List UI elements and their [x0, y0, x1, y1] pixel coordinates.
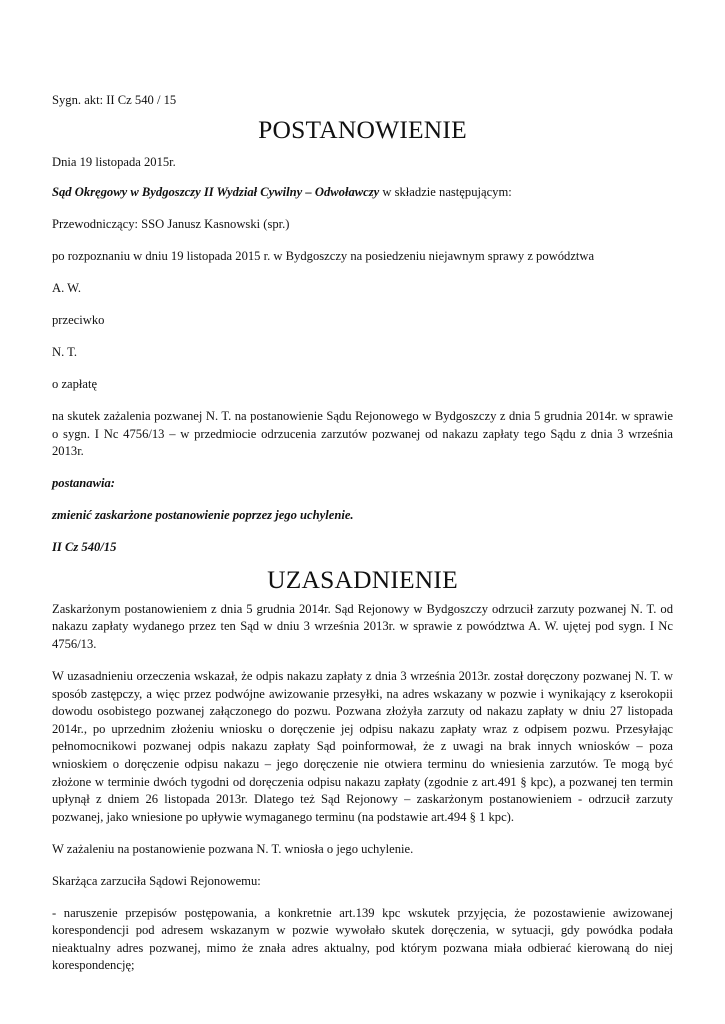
- court-name: Sąd Okręgowy w Bydgoszczy II Wydział Cywilny – Odwoławczy: [52, 185, 380, 200]
- document-title: POSTANOWIENIE: [258, 114, 467, 144]
- paragraph: - naruszenie przepisów postępowania, a konkretnie art.139 kpc wskutek przyjęcia, że pozostawienie awizowanej korespondencji pod adresem wskazanym w pozwie wywołało skutek doręczenia, w sytuacji, gdy powódka podała nieaktualny adres pozwanej, mimo że znała adres aktualny, pod którym pozwana miała odbierać kierowaną do niej korespondencję;: [52, 905, 673, 973]
- subject: o zapłatę: [52, 377, 98, 392]
- paragraph: W zażaleniu na postanowienie pozwana N. T. wniosła o jego uchylenie.: [52, 841, 414, 856]
- court-suffix: w składzie następującym:: [379, 185, 512, 200]
- paragraph: W uzasadnieniu orzeczenia wskazał, że odpis nakazu zapłaty z dnia 3 września 2013r. został doręczony pozwanej N. T. w sposób zastępczy, a więc przez podwójne awizowanie przesyłki, na adres wskazany w pozwie i wynikający z kserokopii dowodu osobistego pozwanej załączonego do pozwu. Pozwana złożyła zarzuty od nakazu zapłaty w dniu 27 listopada 2014r., po uprzednim złożeniu wniosku o doręczenie jej odpisu nakazu zapłaty wraz z odpisem pozwu. Przesyłając pełnomocnikowi pozwanej odpis nakazu zapłaty Sąd poinformował, że z uwagi na brak innych wniosków – poza wnioskiem o doręczenie odpisu nakazu – jego doręczenie nie otwiera terminu do wniesienia zarzutów. Te mogą być złożone w terminie dwóch tygodni od doręczenia odpisu nakazu zapłaty (zgodnie z art.491 § kpc), a pozwanej ten termin upłynął z dniem 26 listopada 2013r. Dlatego też Sąd Rejonowy – zaskarżonym postanowieniem - odrzucił zarzuty pozwanej, jako wniesione po upływie wymaganego terminu (na podstawie art.494 § 1 kpc).: [52, 668, 673, 824]
- case-number-top: Sygn. akt: II Cz 540 / 15: [52, 93, 177, 107]
- presiding-judge: Przewodniczący: SSO Janusz Kasnowski (spr.): [52, 217, 290, 232]
- plaintiff: A. W.: [52, 281, 82, 296]
- resolves-label: postanawia:: [52, 476, 115, 491]
- defendant: N. T.: [52, 345, 78, 360]
- paragraph: Zaskarżonym postanowieniem z dnia 5 grudnia 2014r. Sąd Rejonowy w Bydgoszczy odrzucił zarzuty pozwanej N. T. od nakazu zapłaty wydanego przez ten Sąd w dniu 3 września 2013r. w sprawie z powództwa A. W. ujętej pod sygn. I Nc 4756/13.: [52, 601, 673, 651]
- justification-title: UZASADNIENIE: [267, 564, 458, 594]
- court-composition: [52, 184, 673, 202]
- review-statement: po rozpoznaniu w dniu 19 listopada 2015 r. w Bydgoszczy na posiedzeniu niejawnym sprawy z powództwa: [52, 249, 595, 264]
- appeal-text: na skutek zażalenia pozwanej N. T. na postanowienie Sądu Rejonowego w Bydgoszczy z dnia 5 grudnia 2014r. w sprawie o sygn. I Nc 4756/13 – w przedmiocie odrzucenia zarzutów pozwanej od nakazu zapłaty tego Sądu z dnia 3 września 2013r.: [52, 409, 673, 459]
- versus: przeciwko: [52, 313, 105, 328]
- document-page: [52, 92, 673, 989]
- ruling: zmienić zaskarżone postanowienie poprzez jego uchylenie.: [52, 508, 354, 523]
- date-line: Dnia 19 listopada 2015r.: [52, 154, 176, 169]
- paragraph: Skarżąca zarzuciła Sądowi Rejonowemu:: [52, 873, 261, 888]
- case-reference: II Cz 540/15: [52, 540, 117, 555]
